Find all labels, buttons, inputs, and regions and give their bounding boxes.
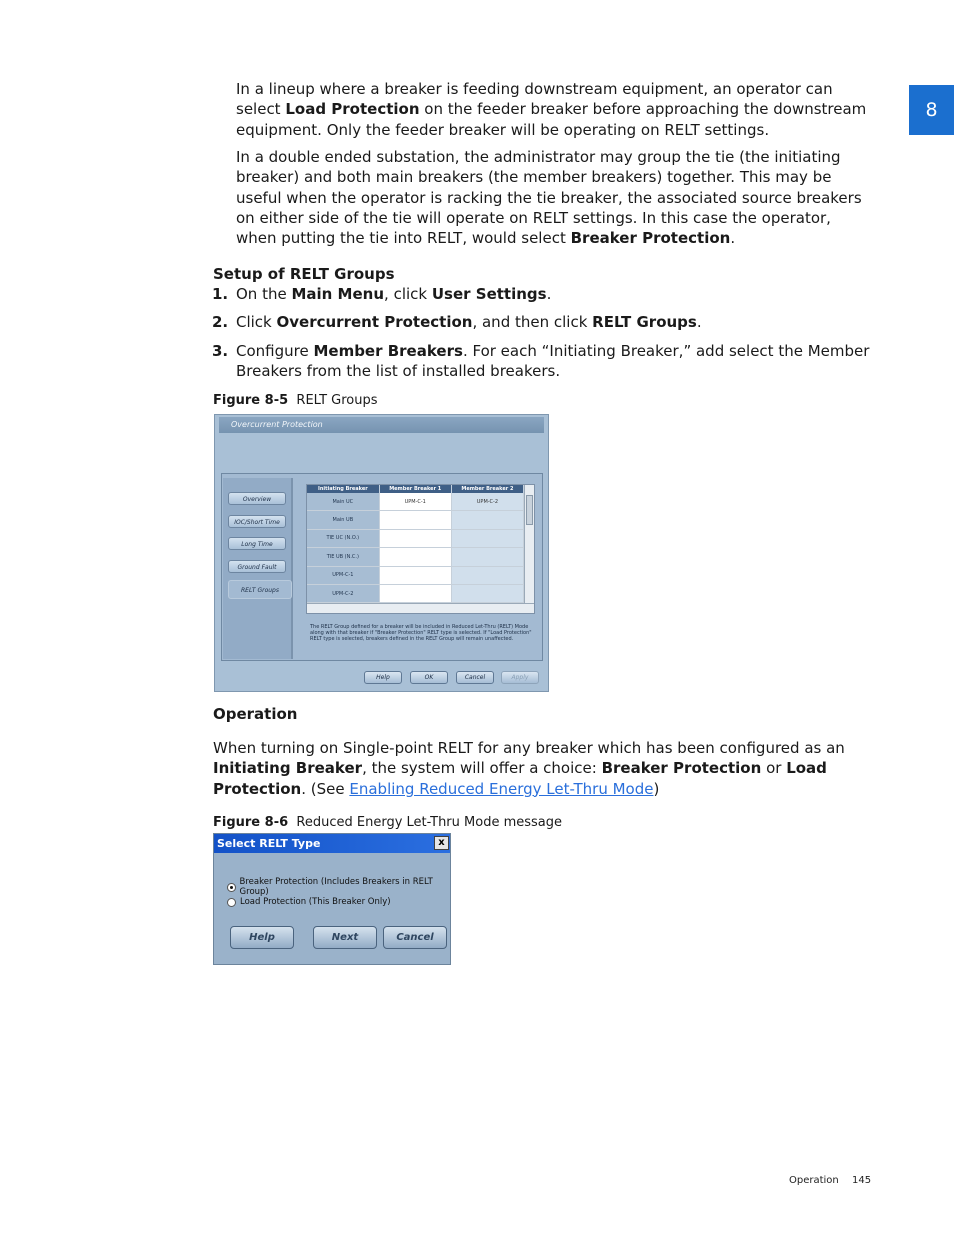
operation-heading: Operation [213,705,298,723]
relt-groups-screenshot [214,414,549,692]
figure-6-caption-text: Reduced Energy Let-Thru Mode message [296,815,562,830]
step-text: On the [236,285,292,303]
table-row [307,566,524,584]
intro-p1-bold: Load Protection [285,100,420,119]
initiating-breaker-cell: TIE UB (N.C.) [307,548,379,566]
step-text: . [696,313,702,331]
step-number: 1. [212,285,229,303]
initiating-breaker-cell: UPM-C-1 [307,566,379,584]
breaker-protection-label: Breaker Protection (Includes Breakers in RELT Group) [239,877,433,897]
member-breaker-1-cell[interactable] [379,511,451,529]
help-button[interactable]: Help [230,926,294,949]
settings-panel [221,473,543,661]
operation-bold: Load Protection [213,759,827,798]
radio-unselected-icon[interactable] [227,898,236,907]
step-bold: Member Breakers [313,342,463,360]
setup-step-3 [212,341,870,382]
setup-step-1 [212,284,870,304]
step-text: , and then click [472,313,593,331]
help-button[interactable]: Help [364,671,402,684]
operation-text: ) [653,779,660,798]
initiating-breaker-cell: TIE UC (N.O.) [307,529,379,547]
chapter-tab: 8 [909,85,954,135]
operation-bold: Initiating Breaker [213,759,363,778]
intro-p1-text: In a lineup where a breaker is feeding downstream equipment, an operator can select [236,80,833,119]
step-bold: Main Menu [291,285,385,303]
initiating-breaker-cell: Main UB [307,511,379,529]
step-bold: Overcurrent Protection [276,313,473,331]
table-row [307,584,524,602]
intro-paragraph-2 [236,147,870,248]
initiating-breaker-cell: UPM-C-2 [307,584,379,602]
step-text: . For each “Initiating Breaker,” add select the Member Breakers from the list of installed breakers. [236,342,870,381]
member-breaker-2-cell[interactable] [451,566,523,584]
step-text: Configure [236,342,314,360]
member-breaker-2-cell[interactable]: UPM-C-2 [451,493,523,511]
member-breaker-2-cell[interactable] [451,584,523,602]
load-protection-label: Load Protection (This Breaker Only) [240,897,391,907]
table-row [307,493,524,511]
member-breaker-1-cell[interactable] [379,566,451,584]
column-header: Initiating Breaker [307,485,379,493]
operation-paragraph [213,738,870,799]
scroll-thumb[interactable] [526,495,533,525]
next-button[interactable]: Next [313,926,377,949]
horizontal-scrollbar[interactable] [307,603,534,614]
intro-p2-bold: Breaker Protection [570,229,731,248]
breaker-protection-option[interactable] [227,877,450,897]
cancel-button[interactable]: Cancel [383,926,447,949]
relt-group-note: The RELT Group defined for a breaker will be included in Reduced Let-Thru (RELT) Mode along with that breaker if "Breaker Protection" RELT type is selected. If "Load Protection" RELT type is selected, breakers defined in the RELT Group will remain unaffected. [310,624,532,642]
figure-6-caption [213,815,562,830]
intro-p2-text: In a double ended substation, the administrator may group the tie (the initiating breaker) and both main breakers (the member breakers) together. This may be useful when the operator is racking the tie breaker, the associated source breakers on either side of the tie will operate on RELT settings. In this case the operator, when putting the tie into RELT, would select [236,148,862,248]
apply-button[interactable]: Apply [501,671,539,684]
page-number: 145 [852,1175,872,1186]
nav-ioc-short-time[interactable]: IOC/Short Time [228,515,286,528]
intro-p2-text-end: . [730,229,736,248]
radio-selected-icon[interactable] [227,883,236,892]
ok-button[interactable]: OK [410,671,448,684]
member-breaker-1-cell[interactable]: UPM-C-1 [379,493,451,511]
operation-bold: Breaker Protection [601,759,762,778]
step-bold: RELT Groups [592,313,697,331]
dialog-title: Select RELT Type [214,834,450,853]
intro-p1-text-end: on the feeder breaker before approaching the downstream equipment. Only the feeder breaker will be operating on RELT settings. [236,100,867,139]
member-breaker-2-cell[interactable] [451,529,523,547]
load-protection-option[interactable] [227,897,391,907]
step-number: 2. [212,313,229,331]
figure-6-label: Figure 8-6 [213,815,289,830]
settings-nav [223,478,293,659]
enabling-relt-link[interactable]: Enabling Reduced Energy Let-Thru Mode [349,779,654,798]
operation-text: . (See [301,779,350,798]
member-breaker-2-cell[interactable] [451,511,523,529]
table-row [307,511,524,529]
nav-relt-groups[interactable]: RELT Groups [228,580,292,599]
step-number: 3. [212,342,229,360]
table-row [307,529,524,547]
select-relt-type-dialog [213,833,451,965]
setup-heading: Setup of RELT Groups [213,265,395,283]
footer-section: Operation [789,1175,839,1186]
member-breaker-1-cell[interactable] [379,584,451,602]
column-header: Member Breaker 1 [379,485,451,493]
figure-5-label: Figure 8-5 [213,393,289,408]
setup-step-2 [212,312,870,332]
step-text: . [546,285,552,303]
step-text: Click [236,313,277,331]
nav-long-time[interactable]: Long Time [228,537,286,550]
member-breaker-1-cell[interactable] [379,529,451,547]
nav-overview[interactable]: Overview [228,492,286,505]
relt-groups-table [306,484,535,614]
table-row [307,548,524,566]
vertical-scrollbar[interactable] [524,485,535,603]
operation-text: When turning on Single-point RELT for any breaker which has been configured as an [213,739,845,757]
step-bold: User Settings [431,285,547,303]
intro-paragraph-1 [236,79,870,140]
member-breaker-2-cell[interactable] [451,548,523,566]
cancel-button[interactable]: Cancel [456,671,494,684]
step-text: , click [384,285,432,303]
operation-text: , the system will offer a choice: [362,759,602,778]
figure-5-caption-text: RELT Groups [296,393,378,408]
operation-text: or [761,759,787,778]
column-header: Member Breaker 2 [451,485,523,493]
window-title: Overcurrent Protection [219,417,544,433]
member-breaker-1-cell[interactable] [379,548,451,566]
close-icon[interactable]: x [434,836,449,850]
nav-ground-fault[interactable]: Ground Fault [228,560,286,573]
figure-5-caption [213,393,378,408]
initiating-breaker-cell: Main UC [307,493,379,511]
